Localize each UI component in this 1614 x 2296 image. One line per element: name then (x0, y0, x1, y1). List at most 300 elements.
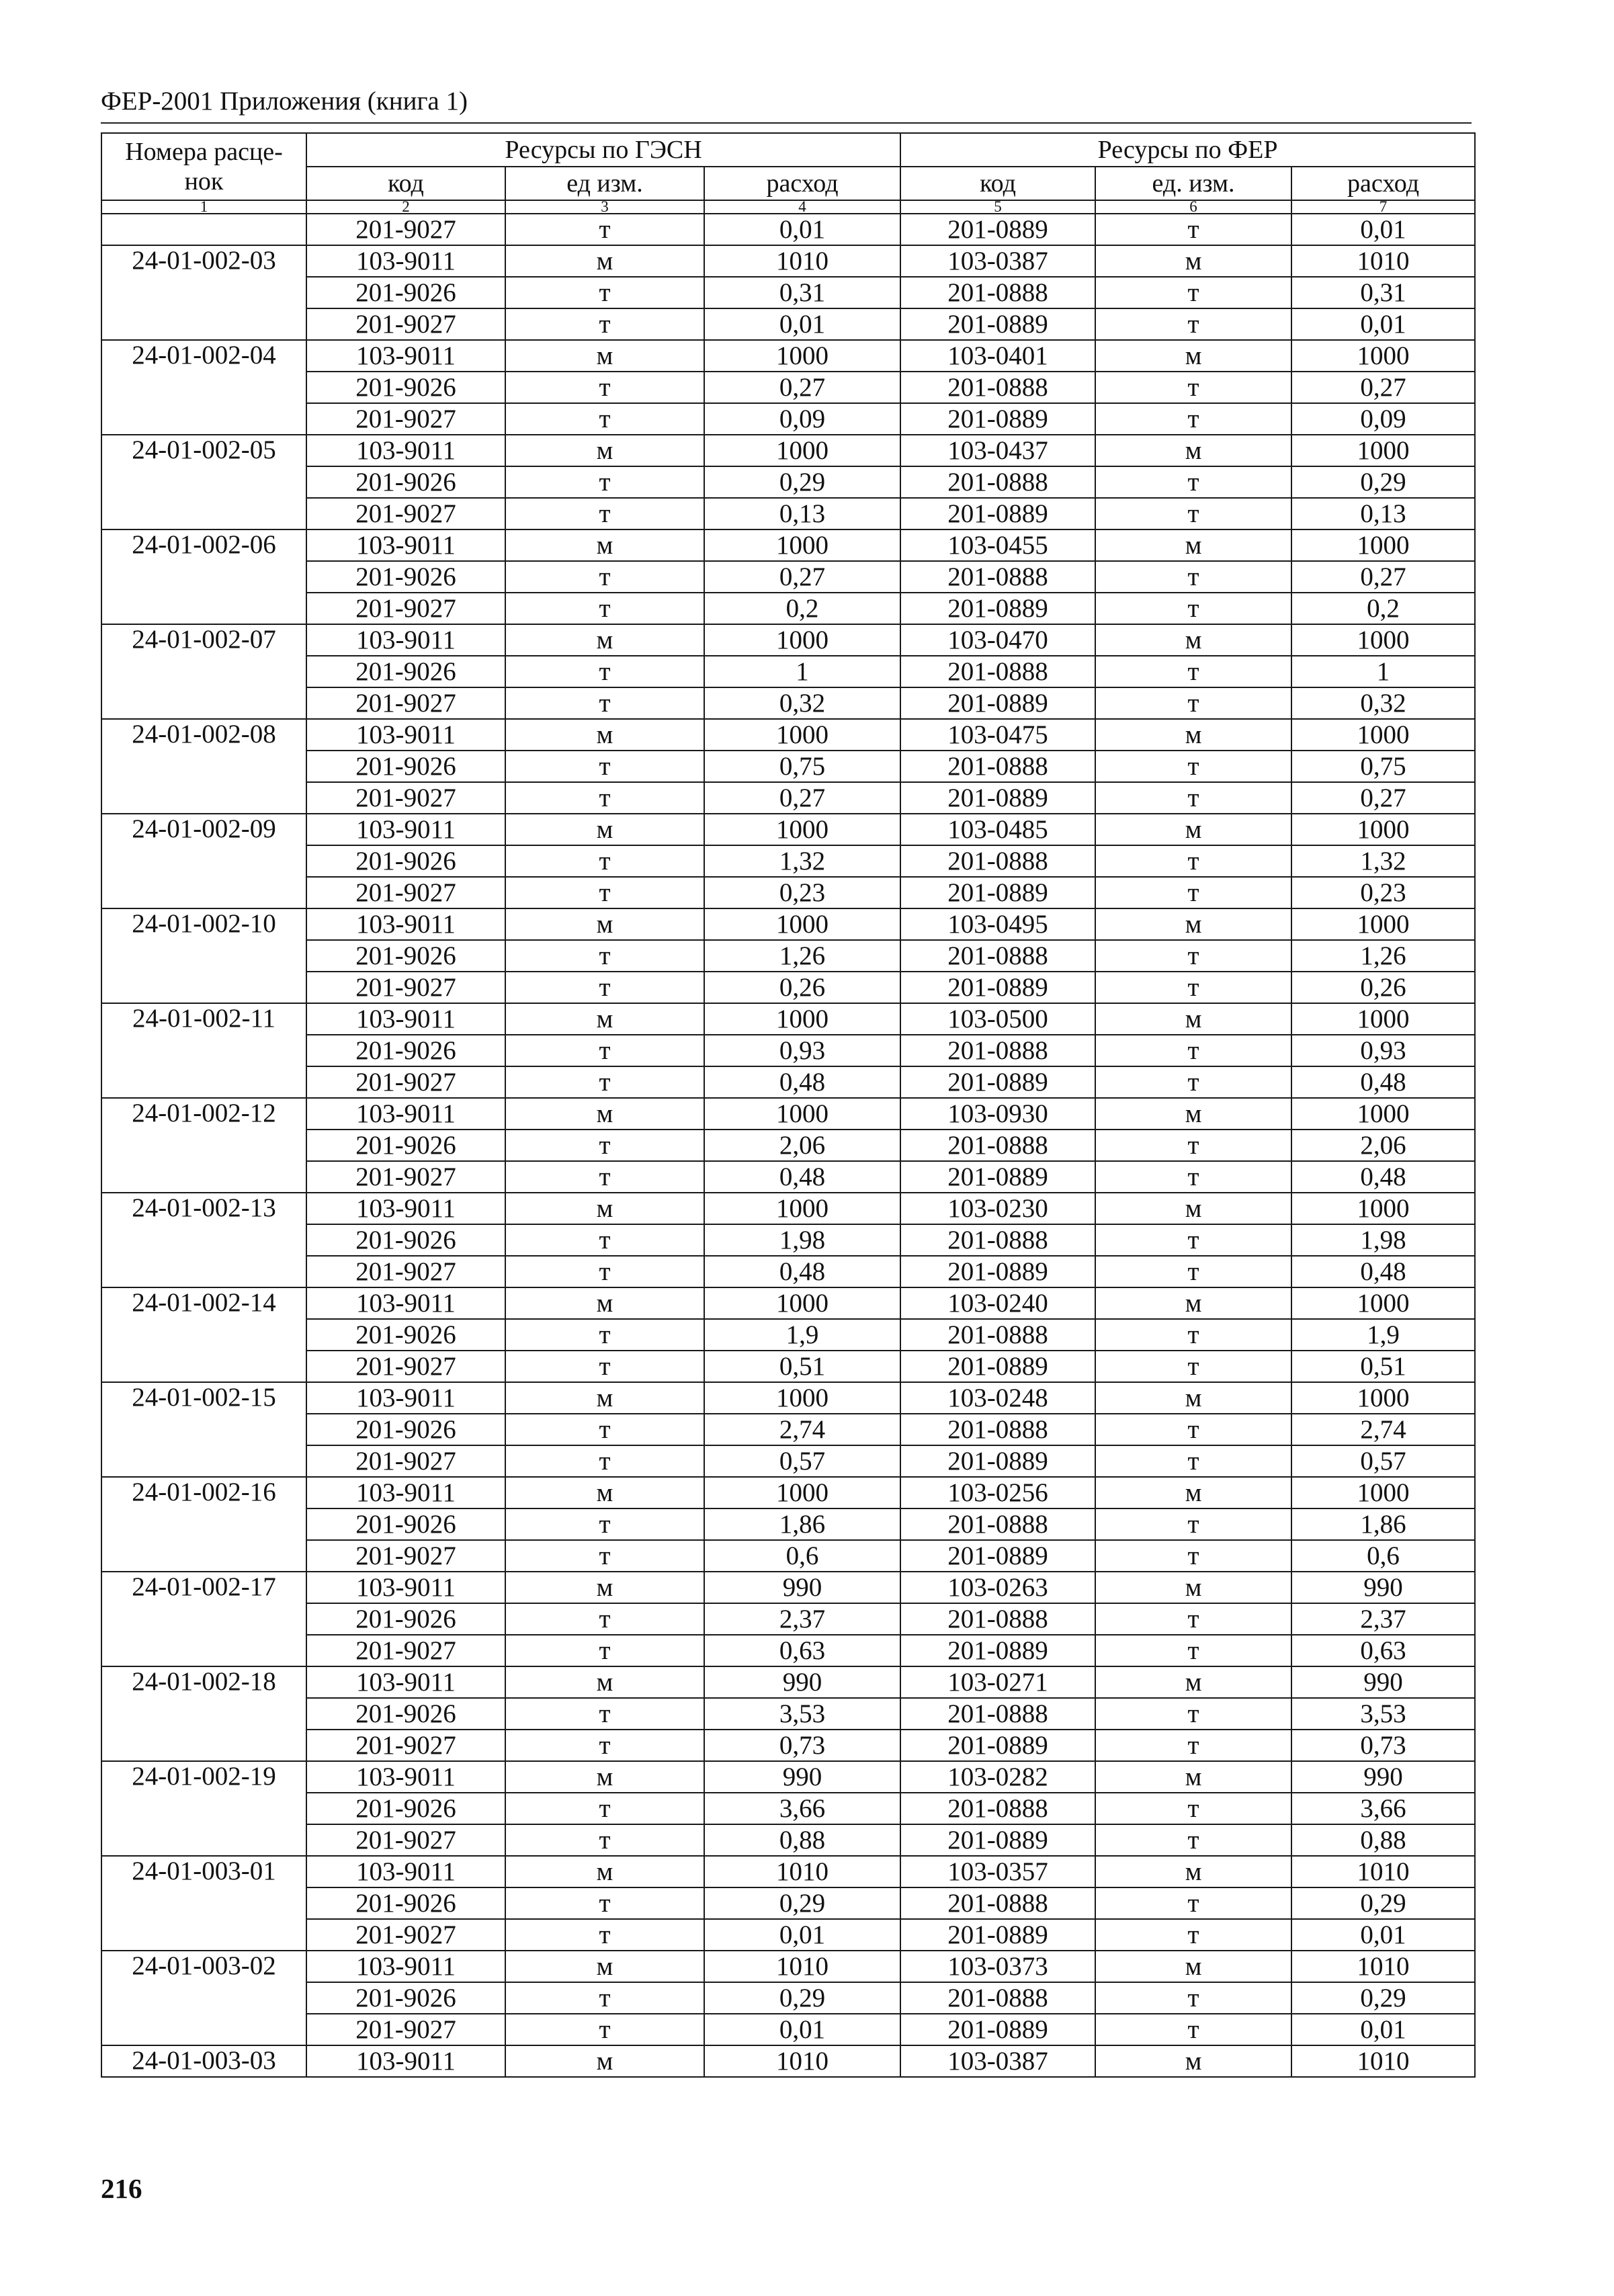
fer-code-cell: 201-0888 (900, 1982, 1095, 2014)
gesn-qty-cell: 1000 (704, 814, 900, 845)
gesn-code-cell: 201-9027 (306, 1066, 505, 1098)
table-row (101, 1319, 1475, 1351)
gesn-unit-cell: т (505, 498, 704, 529)
gesn-code-cell: 201-9027 (306, 593, 505, 624)
gesn-unit-cell: м (505, 340, 704, 372)
gesn-code-cell: 201-9026 (306, 940, 505, 972)
fer-code-cell: 201-0889 (900, 1445, 1095, 1477)
fer-code-cell: 201-0889 (900, 877, 1095, 908)
gesn-unit-cell: т (505, 372, 704, 403)
gesn-qty-cell: 1,26 (704, 940, 900, 972)
rate-number-cell: 24-01-002-15 (101, 1382, 306, 1477)
gesn-code-cell: 201-9027 (306, 498, 505, 529)
gesn-qty-cell: 0,48 (704, 1161, 900, 1193)
fer-code-cell: 201-0889 (900, 308, 1095, 340)
gesn-code-cell: 201-9027 (306, 1161, 505, 1193)
gesn-code-cell: 201-9026 (306, 1698, 505, 1730)
fer-code-cell: 201-0889 (900, 2014, 1095, 2045)
gesn-code-cell: 201-9026 (306, 845, 505, 877)
gesn-qty-cell: 1,32 (704, 845, 900, 877)
gesn-code-cell: 103-9011 (306, 814, 505, 845)
table-row (101, 1035, 1475, 1066)
table-row (101, 782, 1475, 814)
table-row (101, 1951, 1475, 1982)
gesn-unit-cell: т (505, 1793, 704, 1824)
gesn-unit-cell: м (505, 1477, 704, 1508)
fer-qty-cell: 990 (1291, 1761, 1475, 1793)
gesn-unit-cell: м (505, 1856, 704, 1887)
rate-number-cell: 24-01-002-03 (101, 245, 306, 340)
gesn-unit-cell: т (505, 1351, 704, 1382)
fer-qty-cell: 990 (1291, 1572, 1475, 1603)
gesn-qty-cell: 0,27 (704, 782, 900, 814)
gesn-qty-cell: 0,93 (704, 1035, 900, 1066)
subheader-fer-qty: расход (1291, 167, 1475, 200)
gesn-qty-cell: 0,73 (704, 1730, 900, 1761)
rate-number-cell: 24-01-002-16 (101, 1477, 306, 1572)
gesn-code-cell: 103-9011 (306, 435, 505, 466)
rate-number-cell: 24-01-002-07 (101, 624, 306, 719)
fer-unit-cell: т (1095, 498, 1291, 529)
fer-qty-cell: 0,13 (1291, 498, 1475, 529)
fer-group-header: Ресурсы по ФЕР (900, 133, 1475, 167)
table-row (101, 1003, 1475, 1035)
gesn-qty-cell: 2,37 (704, 1603, 900, 1635)
fer-code-cell: 201-0889 (900, 687, 1095, 719)
gesn-qty-cell: 1,9 (704, 1319, 900, 1351)
fer-qty-cell: 0,27 (1291, 561, 1475, 593)
fer-qty-cell: 0,01 (1291, 2014, 1475, 2045)
gesn-code-cell: 201-9026 (306, 1224, 505, 1256)
gesn-qty-cell: 1000 (704, 1477, 900, 1508)
gesn-qty-cell: 3,66 (704, 1793, 900, 1824)
fer-qty-cell: 0,75 (1291, 751, 1475, 782)
table-row (101, 1193, 1475, 1224)
gesn-qty-cell: 1,86 (704, 1508, 900, 1540)
gesn-qty-cell: 1,98 (704, 1224, 900, 1256)
col-number: 3 (505, 200, 704, 214)
fer-unit-cell: т (1095, 1319, 1291, 1351)
rate-number-cell: 24-01-002-11 (101, 1003, 306, 1098)
gesn-unit-cell: м (505, 1382, 704, 1414)
table-row (101, 1824, 1475, 1856)
gesn-code-cell: 103-9011 (306, 1477, 505, 1508)
table-row (101, 1698, 1475, 1730)
gesn-qty-cell: 0,6 (704, 1540, 900, 1572)
fer-code-cell: 103-0282 (900, 1761, 1095, 1793)
table-row (101, 561, 1475, 593)
table-row (101, 751, 1475, 782)
fer-unit-cell: т (1095, 1919, 1291, 1951)
gesn-qty-cell: 1010 (704, 1951, 900, 1982)
table-row (101, 1887, 1475, 1919)
fer-qty-cell: 0,27 (1291, 782, 1475, 814)
fer-code-cell: 201-0888 (900, 1887, 1095, 1919)
gesn-qty-cell: 1000 (704, 1287, 900, 1319)
gesn-unit-cell: м (505, 1572, 704, 1603)
fer-unit-cell: т (1095, 1887, 1291, 1919)
gesn-qty-cell: 0,27 (704, 561, 900, 593)
subheader-gesn-qty: расход (704, 167, 900, 200)
fer-qty-cell: 1000 (1291, 1098, 1475, 1130)
gesn-unit-cell: т (505, 1887, 704, 1919)
gesn-code-cell: 103-9011 (306, 719, 505, 751)
rate-number-cell: 24-01-002-09 (101, 814, 306, 908)
rate-number-cell: 24-01-002-13 (101, 1193, 306, 1287)
fer-code-cell: 103-0437 (900, 435, 1095, 466)
gesn-qty-cell: 0,29 (704, 1887, 900, 1919)
gesn-unit-cell: м (505, 1761, 704, 1793)
gesn-unit-cell: м (505, 1193, 704, 1224)
gesn-code-cell: 201-9027 (306, 1635, 505, 1666)
gesn-unit-cell: т (505, 1414, 704, 1445)
gesn-unit-cell: т (505, 1508, 704, 1540)
fer-qty-cell: 0,48 (1291, 1066, 1475, 1098)
gesn-qty-cell: 1000 (704, 529, 900, 561)
fer-qty-cell: 0,88 (1291, 1824, 1475, 1856)
gesn-qty-cell: 0,23 (704, 877, 900, 908)
table-row (101, 1161, 1475, 1193)
fer-code-cell: 103-0470 (900, 624, 1095, 656)
gesn-unit-cell: т (505, 561, 704, 593)
fer-unit-cell: м (1095, 1666, 1291, 1698)
fer-unit-cell: м (1095, 1572, 1291, 1603)
fer-qty-cell: 1000 (1291, 529, 1475, 561)
gesn-code-cell: 103-9011 (306, 1666, 505, 1698)
fer-qty-cell: 1000 (1291, 435, 1475, 466)
rate-number-cell: 24-01-002-19 (101, 1761, 306, 1856)
table-row (101, 1382, 1475, 1414)
fer-qty-cell: 1000 (1291, 1382, 1475, 1414)
subheader-fer-unit: ед. изм. (1095, 167, 1291, 200)
fer-unit-cell: т (1095, 403, 1291, 435)
gesn-code-cell: 201-9026 (306, 751, 505, 782)
gesn-unit-cell: т (505, 308, 704, 340)
gesn-code-cell: 201-9026 (306, 1508, 505, 1540)
fer-unit-cell: т (1095, 277, 1291, 308)
gesn-unit-cell: т (505, 277, 704, 308)
fer-unit-cell: т (1095, 845, 1291, 877)
fer-code-cell: 201-0889 (900, 403, 1095, 435)
subheader-fer-code: код (900, 167, 1095, 200)
fer-qty-cell: 1,86 (1291, 1508, 1475, 1540)
gesn-code-cell: 103-9011 (306, 1193, 505, 1224)
gesn-unit-cell: т (505, 2014, 704, 2045)
gesn-qty-cell: 1000 (704, 435, 900, 466)
table-row (101, 908, 1475, 940)
gesn-code-cell: 201-9027 (306, 1919, 505, 1951)
rate-number-cell: 24-01-003-03 (101, 2045, 306, 2077)
gesn-code-cell: 201-9027 (306, 403, 505, 435)
gesn-code-cell: 103-9011 (306, 908, 505, 940)
gesn-qty-cell: 0,13 (704, 498, 900, 529)
fer-code-cell: 201-0888 (900, 1319, 1095, 1351)
table-row (101, 245, 1475, 277)
fer-unit-cell: т (1095, 466, 1291, 498)
fer-code-cell: 103-0373 (900, 1951, 1095, 1982)
fer-qty-cell: 1000 (1291, 1003, 1475, 1035)
table-row (101, 340, 1475, 372)
gesn-unit-cell: м (505, 1666, 704, 1698)
fer-qty-cell: 0,2 (1291, 593, 1475, 624)
fer-unit-cell: м (1095, 2045, 1291, 2077)
fer-qty-cell: 1,32 (1291, 845, 1475, 877)
table-row (101, 1982, 1475, 2014)
fer-code-cell: 201-0889 (900, 1256, 1095, 1287)
gesn-unit-cell: т (505, 1824, 704, 1856)
table-row (101, 1540, 1475, 1572)
gesn-code-cell: 103-9011 (306, 1761, 505, 1793)
fer-unit-cell: м (1095, 1477, 1291, 1508)
gesn-unit-cell: т (505, 1540, 704, 1572)
fer-code-cell: 201-0889 (900, 498, 1095, 529)
fer-code-cell: 201-0888 (900, 751, 1095, 782)
fer-code-cell: 201-0888 (900, 1698, 1095, 1730)
fer-qty-cell: 0,27 (1291, 372, 1475, 403)
fer-qty-cell: 1,26 (1291, 940, 1475, 972)
fer-qty-cell: 0,63 (1291, 1635, 1475, 1666)
gesn-qty-cell: 1 (704, 656, 900, 687)
gesn-code-cell: 201-9027 (306, 214, 505, 245)
gesn-qty-cell: 2,74 (704, 1414, 900, 1445)
rate-number-cell: 24-01-002-06 (101, 529, 306, 624)
table-row (101, 1666, 1475, 1698)
fer-unit-cell: м (1095, 1287, 1291, 1319)
gesn-unit-cell: т (505, 782, 704, 814)
table-row (101, 1635, 1475, 1666)
fer-qty-cell: 1010 (1291, 245, 1475, 277)
gesn-unit-cell: т (505, 1603, 704, 1635)
table-row (101, 498, 1475, 529)
table-row (101, 719, 1475, 751)
fer-unit-cell: т (1095, 1414, 1291, 1445)
table-row (101, 940, 1475, 972)
gesn-code-cell: 201-9026 (306, 1035, 505, 1066)
table-row (101, 1572, 1475, 1603)
fer-unit-cell: т (1095, 656, 1291, 687)
fer-unit-cell: м (1095, 245, 1291, 277)
gesn-unit-cell: т (505, 656, 704, 687)
fer-unit-cell: т (1095, 1730, 1291, 1761)
fer-unit-cell: т (1095, 782, 1291, 814)
table-row (101, 972, 1475, 1003)
fer-qty-cell: 1010 (1291, 2045, 1475, 2077)
table-row (101, 1066, 1475, 1098)
gesn-code-cell: 103-9011 (306, 245, 505, 277)
fer-unit-cell: м (1095, 908, 1291, 940)
table-row (101, 814, 1475, 845)
fer-qty-cell: 1000 (1291, 814, 1475, 845)
fer-unit-cell: т (1095, 1130, 1291, 1161)
table-row (101, 1351, 1475, 1382)
subheader-gesn-unit: ед изм. (505, 167, 704, 200)
fer-unit-cell: т (1095, 1824, 1291, 1856)
table-row (101, 1130, 1475, 1161)
gesn-code-cell: 103-9011 (306, 2045, 505, 2077)
gesn-unit-cell: м (505, 719, 704, 751)
gesn-code-cell: 103-9011 (306, 340, 505, 372)
table-row (101, 687, 1475, 719)
page-header (101, 85, 1472, 124)
gesn-code-cell: 201-9026 (306, 1414, 505, 1445)
table-row (101, 529, 1475, 561)
table-row (101, 656, 1475, 687)
gesn-unit-cell: м (505, 1951, 704, 1982)
fer-unit-cell: т (1095, 1540, 1291, 1572)
fer-qty-cell: 0,26 (1291, 972, 1475, 1003)
fer-code-cell: 201-0888 (900, 1793, 1095, 1824)
fer-code-cell: 201-0888 (900, 1508, 1095, 1540)
fer-code-cell: 201-0889 (900, 1161, 1095, 1193)
table-row (101, 1445, 1475, 1477)
gesn-qty-cell: 0,31 (704, 277, 900, 308)
rate-number-cell: 24-01-003-01 (101, 1856, 306, 1951)
gesn-qty-cell: 1000 (704, 908, 900, 940)
gesn-code-cell: 201-9026 (306, 656, 505, 687)
table-row (101, 1603, 1475, 1635)
gesn-qty-cell: 990 (704, 1666, 900, 1698)
fer-unit-cell: т (1095, 1508, 1291, 1540)
fer-unit-cell: т (1095, 1351, 1291, 1382)
gesn-unit-cell: т (505, 972, 704, 1003)
fer-qty-cell: 1010 (1291, 1856, 1475, 1887)
gesn-qty-cell: 0,01 (704, 1919, 900, 1951)
table-row (101, 1098, 1475, 1130)
fer-code-cell: 201-0888 (900, 466, 1095, 498)
col-number: 5 (900, 200, 1095, 214)
table-row (101, 1224, 1475, 1256)
fer-qty-cell: 0,29 (1291, 1887, 1475, 1919)
fer-unit-cell: т (1095, 1066, 1291, 1098)
gesn-code-cell: 201-9026 (306, 372, 505, 403)
table-row (101, 1508, 1475, 1540)
fer-unit-cell: м (1095, 340, 1291, 372)
gesn-qty-cell: 3,53 (704, 1698, 900, 1730)
table-row (101, 1793, 1475, 1824)
gesn-unit-cell: т (505, 1319, 704, 1351)
gesn-unit-cell: т (505, 466, 704, 498)
fer-unit-cell: т (1095, 372, 1291, 403)
fer-qty-cell: 0,23 (1291, 877, 1475, 908)
gesn-qty-cell: 0,01 (704, 308, 900, 340)
fer-code-cell: 103-0248 (900, 1382, 1095, 1414)
gesn-unit-cell: т (505, 1919, 704, 1951)
fer-code-cell: 201-0888 (900, 1130, 1095, 1161)
fer-qty-cell: 1000 (1291, 624, 1475, 656)
gesn-qty-cell: 0,63 (704, 1635, 900, 1666)
fer-code-cell: 103-0357 (900, 1856, 1095, 1887)
gesn-qty-cell: 0,88 (704, 1824, 900, 1856)
gesn-qty-cell: 0,01 (704, 214, 900, 245)
fer-unit-cell: м (1095, 1003, 1291, 1035)
fer-code-cell: 103-0387 (900, 245, 1095, 277)
fer-qty-cell: 1,98 (1291, 1224, 1475, 1256)
gesn-qty-cell: 1000 (704, 340, 900, 372)
gesn-qty-cell: 0,29 (704, 466, 900, 498)
fer-qty-cell: 1000 (1291, 908, 1475, 940)
fer-qty-cell: 1000 (1291, 1477, 1475, 1508)
gesn-code-cell: 201-9027 (306, 1351, 505, 1382)
fer-code-cell: 201-0889 (900, 1730, 1095, 1761)
fer-unit-cell: м (1095, 624, 1291, 656)
gesn-code-cell: 201-9027 (306, 1730, 505, 1761)
gesn-code-cell: 103-9011 (306, 1003, 505, 1035)
fer-unit-cell: т (1095, 1982, 1291, 2014)
table-row (101, 624, 1475, 656)
fer-code-cell: 201-0888 (900, 656, 1095, 687)
gesn-code-cell: 103-9011 (306, 624, 505, 656)
gesn-unit-cell: т (505, 845, 704, 877)
fer-qty-cell: 0,31 (1291, 277, 1475, 308)
gesn-code-cell: 201-9026 (306, 1319, 505, 1351)
gesn-qty-cell: 0,09 (704, 403, 900, 435)
gesn-code-cell: 201-9027 (306, 877, 505, 908)
table-row (101, 1287, 1475, 1319)
fer-code-cell: 201-0889 (900, 1635, 1095, 1666)
gesn-qty-cell: 1000 (704, 1003, 900, 1035)
fer-code-cell: 201-0889 (900, 1540, 1095, 1572)
fer-code-cell: 201-0888 (900, 1414, 1095, 1445)
fer-qty-cell: 3,66 (1291, 1793, 1475, 1824)
fer-unit-cell: т (1095, 1603, 1291, 1635)
fer-code-cell: 201-0888 (900, 1035, 1095, 1066)
gesn-qty-cell: 990 (704, 1761, 900, 1793)
fer-unit-cell: т (1095, 1161, 1291, 1193)
gesn-qty-cell: 1000 (704, 624, 900, 656)
fer-qty-cell: 1000 (1291, 1287, 1475, 1319)
gesn-qty-cell: 0,32 (704, 687, 900, 719)
gesn-code-cell: 103-9011 (306, 1856, 505, 1887)
fer-code-cell: 201-0889 (900, 972, 1095, 1003)
fer-code-cell: 201-0888 (900, 1224, 1095, 1256)
gesn-unit-cell: т (505, 687, 704, 719)
gesn-unit-cell: т (505, 1066, 704, 1098)
fer-unit-cell: м (1095, 435, 1291, 466)
fer-qty-cell: 1 (1291, 656, 1475, 687)
gesn-code-cell: 201-9027 (306, 2014, 505, 2045)
gesn-qty-cell: 0,51 (704, 1351, 900, 1382)
rate-number-cell: 24-01-002-18 (101, 1666, 306, 1761)
resources-table (101, 132, 1476, 2078)
col-number: 6 (1095, 200, 1291, 214)
gesn-unit-cell: т (505, 751, 704, 782)
fer-qty-cell: 1010 (1291, 1951, 1475, 1982)
table-row (101, 1414, 1475, 1445)
fer-code-cell: 201-0889 (900, 593, 1095, 624)
fer-unit-cell: т (1095, 1793, 1291, 1824)
gesn-qty-cell: 0,57 (704, 1445, 900, 1477)
fer-code-cell: 103-0930 (900, 1098, 1095, 1130)
fer-qty-cell: 3,53 (1291, 1698, 1475, 1730)
gesn-unit-cell: т (505, 1982, 704, 2014)
rate-number-cell (101, 214, 306, 245)
gesn-unit-cell: т (505, 940, 704, 972)
rate-number-cell: 24-01-002-10 (101, 908, 306, 1003)
header-row-groups (101, 133, 1475, 167)
table-row (101, 308, 1475, 340)
gesn-unit-cell: м (505, 529, 704, 561)
gesn-qty-cell: 1000 (704, 1382, 900, 1414)
fer-code-cell: 201-0888 (900, 845, 1095, 877)
col-number: 4 (704, 200, 900, 214)
fer-qty-cell: 0,29 (1291, 466, 1475, 498)
fer-code-cell: 201-0889 (900, 1919, 1095, 1951)
col1-header-line1: Номера расце- (125, 138, 283, 166)
gesn-qty-cell: 990 (704, 1572, 900, 1603)
gesn-code-cell: 201-9026 (306, 466, 505, 498)
rate-number-cell: 24-01-002-08 (101, 719, 306, 814)
gesn-unit-cell: м (505, 2045, 704, 2077)
